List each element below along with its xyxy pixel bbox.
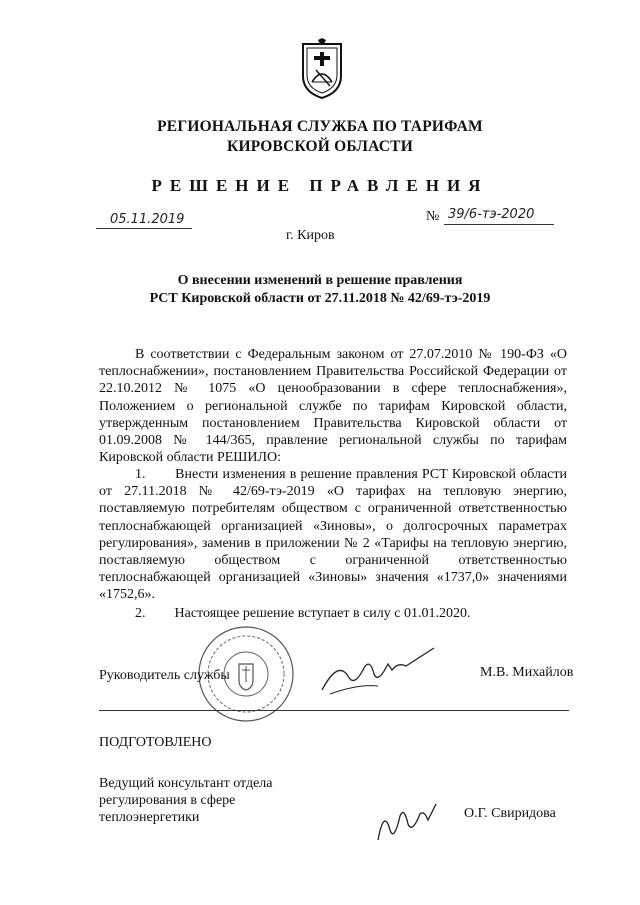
number-sign: № — [426, 209, 440, 224]
document-type-title: РЕШЕНИЕ ПРАВЛЕНИЯ — [151, 176, 489, 195]
item-number: 1. — [135, 467, 146, 482]
head-of-service-title: Руководитель службы — [99, 668, 230, 683]
separator-line — [99, 710, 569, 711]
preparer-signature — [372, 800, 442, 846]
organization-name-line2: КИРОВСКОЙ ОБЛАСТИ — [227, 138, 413, 155]
list-item-2 — [99, 605, 567, 622]
preparer-position-line1: Ведущий консультант отдела — [99, 776, 273, 791]
city: г. Киров — [286, 228, 335, 243]
preparer-name: О.Г. Свиридова — [464, 806, 556, 821]
list-item-1 — [99, 466, 567, 604]
preparer-position-line3: теплоэнергетики — [99, 810, 200, 825]
subject-line2: РСТ Кировской области от 27.11.2018 № 42/69-тэ-2019 — [149, 291, 491, 306]
item-text: Внести изменения в решение правления РСТ Кировской области от 27.11.2018 № 42/69-тэ-2019 «О тарифах на тепловую энергию, поставляемую потребителям обществом с ограниченной ответственностью теплоснабжающей организацией «Зиновы», о долгосрочных параметрах регулирования», заменив в приложении № 2 «Тарифы на тепловую энергию, поставляемую обществом с ограниченной ответственностью теплоснабжающей организацией «Зиновы» значения «1737,0» значениями «1752,6». — [99, 467, 567, 603]
head-name: М.В. Михайлов — [480, 665, 574, 680]
head-signature — [318, 640, 438, 700]
organization-name-line1: РЕГИОНАЛЬНАЯ СЛУЖБА ПО ТАРИФАМ — [157, 118, 483, 135]
preparer-position-line2: регулирования в сфере — [99, 793, 236, 808]
document-number: 39/6-тэ-2020 — [448, 207, 535, 222]
subject-line1: О внесении изменений в решение правления — [177, 273, 463, 288]
number-underline — [444, 224, 554, 225]
document-date: 05.11.2019 — [110, 212, 185, 227]
prepared-label: ПОДГОТОВЛЕНО — [99, 735, 212, 750]
item-text: Настоящее решение вступает в силу с 01.01.2020. — [174, 606, 471, 621]
preamble-paragraph: В соответствии с Федеральным законом от 27.07.2010 № 190-ФЗ «О теплоснабжении», постановлением Правительства Российской Федерации от 22.10.2012 № 1075 «О ценообразовании в сфере теплоснабжения», Положением о региональной службе по тарифам Кировской области, утвержденным постановлением Правительства Кировской области от 01.09.2008 № 144/365, правление региональной службы по тарифам Кировской области РЕШИЛО: — [99, 347, 567, 466]
date-underline — [96, 228, 192, 229]
item-number: 2. — [135, 606, 146, 621]
coat-of-arms-icon — [300, 38, 344, 100]
